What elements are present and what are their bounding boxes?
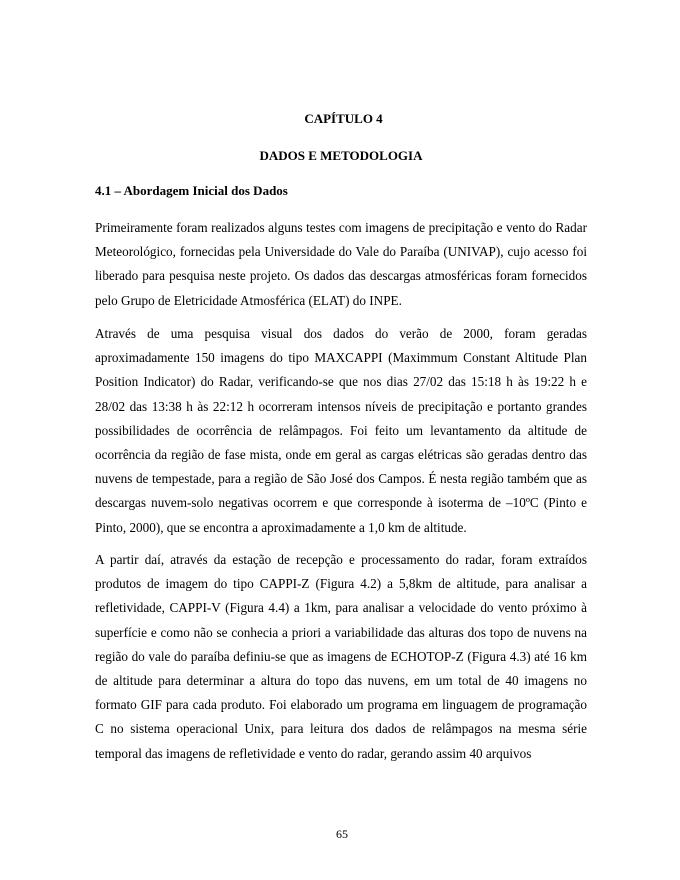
chapter-label: CAPÍTULO 4 xyxy=(304,111,383,126)
chapter-title: DADOS E METODOLOGIA xyxy=(259,148,423,163)
section-heading: 4.1 – Abordagem Inicial dos Dados xyxy=(95,183,288,198)
paragraph-3: A partir daí, através da estação de recepção e processamento do radar, foram extraídos produtos de imagem do tipo CAPPI-Z (Figura 4.2) a 5,8km de altitude, para analisar a refletividade, CAPPI-V (Figura 4.4) a 1km, para analisar a velocidade do vento próximo à superfície e como não se conhecia a priori a variabilidade das alturas dos topo de nuvens na região do vale do paraíba definiu-se que as imagens de ECHOTOP-Z (Figura 4.3) até 16 km de altitude para determinar a altura do topo das nuvens, em um total de 40 imagens no formato GIF para cada produto. Foi elaborado um programa em linguagem de programação C no sistema operacional Unix, para leitura dos dados de relâmpagos na mesma série temporal das imagens de refletividade e vento do radar, gerando assim 40 arquivos xyxy=(95,552,587,761)
paragraph-1: Primeiramente foram realizados alguns testes com imagens de precipitação e vento do Radar Meteorológico, fornecidas pela Universidade do Vale do Paraíba (UNIVAP), cujo acesso foi liberado para pesquisa neste projeto. Os dados das descargas atmosféricas foram fornecidos pelo Grupo de Eletricidade Atmosférica (ELAT) do INPE. xyxy=(95,220,587,308)
paragraph-2: Através de uma pesquisa visual dos dados do verão de 2000, foram geradas aproximadamente 150 imagens do tipo MAXCAPPI (Maximmum Constant Altitude Plan Position Indicator) do Radar, verificando-se que nos dias 27/02 das 15:18 h às 19:22 h e 28/02 das 13:38 h às 22:12 h ocorreram intensos níveis de precipitação e portanto grandes possibilidades de ocorrência de relâmpagos. Foi feito um levantamento da altitude de ocorrência da região de fase mista, onde em geral as cargas elétricas são geradas dentro das nuvens de tempestade, para a região de São José dos Campos. É nesta região também que as descargas nuvem-solo negativas ocorrem e que corresponde à isoterma de –10ºC (Pinto e Pinto, 2000), que se encontra a aproximadamente a 1,0 km de altitude. xyxy=(95,326,587,535)
page-number: 65 xyxy=(336,827,348,841)
